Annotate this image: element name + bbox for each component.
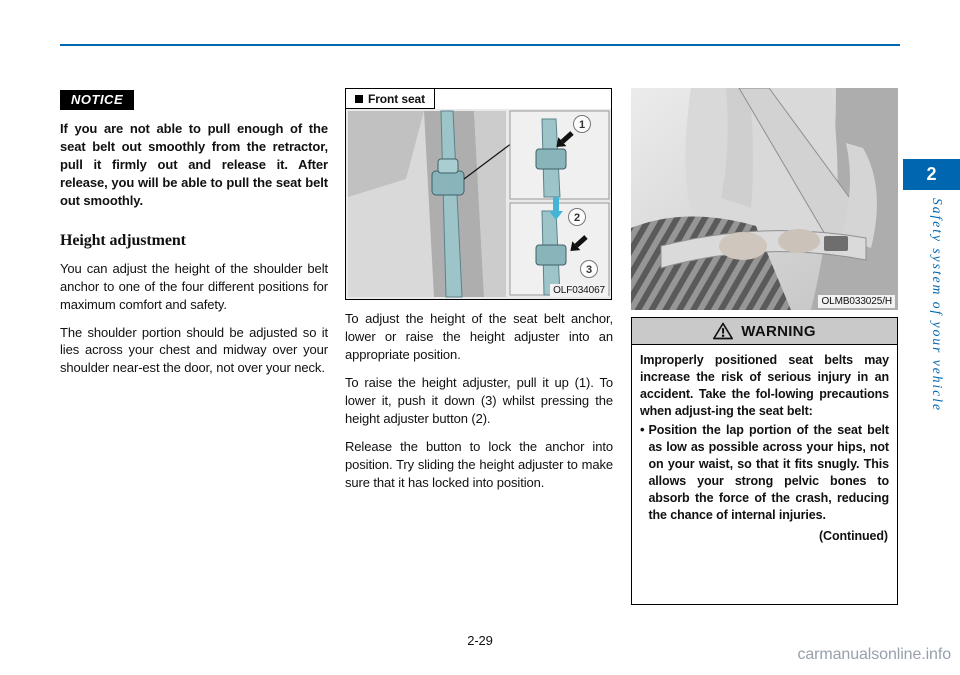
sidebar-vertical-text: Safety system of your vehicle <box>930 198 945 412</box>
notice-text: If you are not able to pull enough of the seat belt out smoothly from the retractor, pull it firmly out and release it. After release, you will be able to pull the seat belt out smoothly. <box>60 121 328 208</box>
chapter-number: 2 <box>926 164 937 184</box>
warning-triangle-icon <box>713 322 733 340</box>
warning-bullet-item <box>640 422 889 524</box>
warning-content <box>632 345 897 549</box>
left-hand <box>719 232 767 260</box>
warning-title: WARNING <box>741 322 816 340</box>
front-seat-figure <box>345 88 612 300</box>
warning-header <box>632 318 897 345</box>
seat-belt-photo <box>631 88 898 310</box>
paragraph-adjust-1: To adjust the height of the seat belt anchor, lower or raise the height adjuster into an appropriate position. <box>345 311 613 362</box>
bullet-marker: • <box>640 422 645 437</box>
callout-3-badge <box>581 261 598 278</box>
pillar-view <box>348 111 512 297</box>
buckle <box>824 236 848 251</box>
right-hand <box>778 229 820 253</box>
callout-1-badge <box>574 116 591 133</box>
notice-label: NOTICE <box>60 90 134 110</box>
figure-code: OLF034067 <box>550 284 608 297</box>
chapter-tab <box>903 159 960 190</box>
paragraph-adjust-3: Release the button to lock the anchor into position. Try sliding the height adjuster to make sure that it has locked into position. <box>345 438 613 490</box>
photo-code: OLMB033025/H <box>818 295 895 308</box>
warning-paragraph: Improperly positioned seat belts may increase the risk of serious injury in an accident. Take the fol-lowing precautions when adjust-ing the seat belt: <box>640 353 889 418</box>
height-adjuster <box>432 171 464 195</box>
left-column <box>60 90 328 377</box>
callout-3-number: 3 <box>585 264 593 276</box>
paragraph-height-2: The shoulder portion should be adjusted so it lies across your chest and midway over your shoulder near-est the door, not over your neck. <box>60 324 328 376</box>
watermark: carmanualsonline.info <box>797 646 951 663</box>
continued-note: (Continued) <box>818 529 888 543</box>
page-number: 2-29 <box>467 633 493 648</box>
middle-column <box>345 88 613 491</box>
seat-belt-photo-figure <box>631 88 898 310</box>
top-divider <box>60 44 900 46</box>
inset-lower <box>510 203 609 295</box>
warning-box <box>631 317 898 605</box>
warning-bullet-text: Position the lap portion of the seat belt as low as possible across your hips, not on your waist, so that it fits snugly. This allows your strong pelvic bones to absorb the force of the crash, reducing the chance of internal injuries. <box>648 423 889 522</box>
figure-label-text: Front seat <box>368 91 426 106</box>
callout-2-number: 2 <box>573 212 581 224</box>
paragraph-height-1: You can adjust the height of the shoulder belt anchor to one of the four different positions for maximum comfort and safety. <box>60 260 328 312</box>
paragraph-adjust-2: To raise the height adjuster, pull it up (1). To lower it, push it down (3) whilst pressing the height adjuster button (2). <box>345 374 613 426</box>
right-column <box>631 88 899 605</box>
height-adjuster-illustration <box>346 109 611 299</box>
callout-2-badge <box>569 209 586 226</box>
square-bullet-icon <box>355 95 363 103</box>
figure-label <box>346 89 435 109</box>
inset-raise <box>510 111 609 199</box>
callout-1-number: 1 <box>578 119 586 131</box>
section-heading: Height adjustment <box>60 231 186 249</box>
